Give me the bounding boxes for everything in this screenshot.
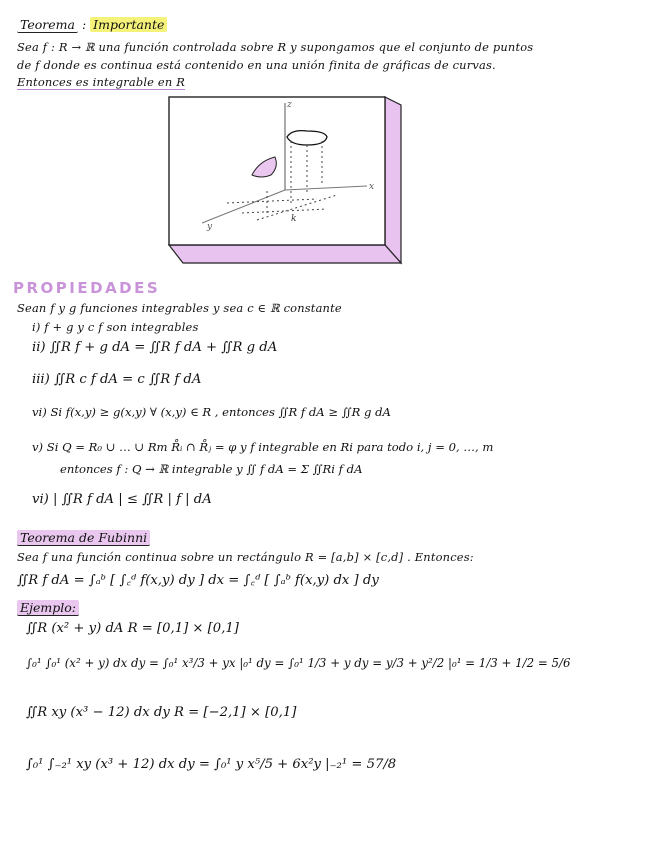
property-v-line-1: v) Si Q = R₀ ∪ … ∪ Rm R̊ᵢ ∩ R̊ⱼ = φ y f integrable en Ri para todo i, j = 0, …, m bbox=[32, 440, 494, 454]
fubini-line-1: Sea f una función continua sobre un rectángulo R = [a,b] × [c,d] . Entonces: bbox=[17, 550, 474, 564]
property-vi: vi) | ∬R f dA | ≤ ∬R | f | dA bbox=[32, 492, 212, 507]
box-side bbox=[385, 97, 401, 263]
theorem-title bbox=[17, 17, 167, 33]
region-diagram bbox=[167, 95, 411, 265]
properties-title: PROPIEDADES bbox=[13, 279, 161, 297]
y-axis-label: y bbox=[207, 222, 213, 232]
property-ii: ii) ∬R f + g dA = ∬R f dA + ∬R g dA bbox=[32, 340, 278, 355]
figure-box bbox=[167, 95, 411, 265]
example-4: ∫₀¹ ∫₋₂¹ xy (x³ + 12) dx dy = ∫₀¹ y x⁵/5 + 6x²y |₋₂¹ = 57/8 bbox=[26, 757, 397, 772]
example-title-text: Ejemplo: bbox=[17, 600, 79, 616]
theorem-line-1: Sea f : R → ℝ una función controlada sobre R y supongamos que el conjunto de puntos bbox=[17, 40, 534, 54]
z-axis-label: z bbox=[287, 100, 292, 110]
example-3: ∬R xy (x³ − 12) dx dy R = [−2,1] × [0,1] bbox=[26, 705, 297, 720]
k-label: k bbox=[291, 214, 297, 224]
fubini-title-text: Teorema de Fubinni bbox=[17, 530, 150, 546]
properties-intro: Sean f y g funciones integrables y sea c ∈ ℝ constante bbox=[17, 301, 342, 315]
fubini-formula: ∬R f dA = ∫ₐᵇ [ ∫꜀ᵈ f(x,y) dy ] dx = ∫꜀ᵈ [ ∫ₐᵇ f(x,y) dx ] dy bbox=[17, 573, 379, 588]
property-v-line-2: entonces f : Q → ℝ integrable y ∬ f dA = Σ ∬Ri f dA bbox=[60, 462, 363, 476]
box-bottom bbox=[169, 245, 401, 263]
theorem-line-3: Entonces es integrable en R bbox=[17, 75, 186, 89]
box-front bbox=[169, 97, 385, 245]
property-i: i) f + g y c f son integrables bbox=[32, 320, 199, 334]
property-iii: iii) ∬R c f dA = c ∬R f dA bbox=[32, 372, 202, 387]
theorem-line-2: de f donde es continua está contenido en una unión finita de gráficas de curvas. bbox=[17, 58, 496, 72]
x-axis-label: x bbox=[369, 182, 375, 192]
fubini-title bbox=[17, 530, 150, 546]
property-iv: vi) Si f(x,y) ≥ g(x,y) ∀ (x,y) ∈ R , entonces ∬R f dA ≥ ∬R g dA bbox=[32, 405, 391, 419]
theorem-tag: Teorema bbox=[17, 17, 78, 33]
example-title bbox=[17, 600, 79, 616]
example-2: ∫₀¹ ∫₀¹ (x² + y) dx dy = ∫₀¹ x³/3 + yx |₀¹ dy = ∫₀¹ 1/3 + y dy = y/3 + y²/2 |₀¹ = 1/3 + 1/2 = 5/6 bbox=[26, 656, 571, 670]
theorem-importance-tag: Importante bbox=[90, 17, 167, 32]
example-1: ∬R (x² + y) dA R = [0,1] × [0,1] bbox=[26, 621, 239, 636]
theorem-separator: : bbox=[81, 17, 87, 32]
